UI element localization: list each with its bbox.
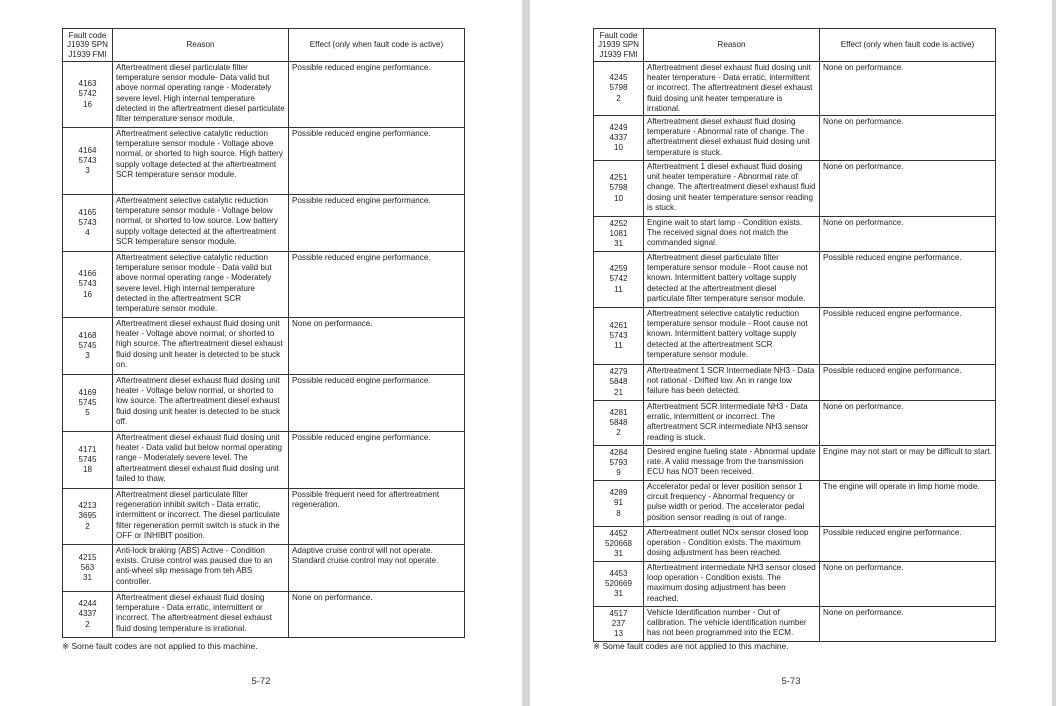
fault-code: 4213 [78,501,97,511]
fault-code-cell [63,318,113,375]
effect-cell: Adaptive cruise control will not operate. Standard cruise control may not operate. [289,545,465,592]
fault-code-cell [594,365,644,401]
fault-code: 4517 [609,608,628,618]
table-row [63,545,465,592]
fault-code-cell [594,527,644,562]
reason-cell: Aftertreatment diesel exhaust fluid dosing temperature - Data erratic, intermittent or incorrect. The aftertreatment diesel exhaust fluid dosing temperature is irrational. [113,592,289,638]
table-row [594,62,996,116]
effect-cell: None on performance. [289,318,465,375]
spn: 4337 [78,609,97,619]
spn: 520668 [604,538,632,548]
fault-code-cell [63,195,113,252]
fault-code-cell [63,545,113,592]
effect-cell: Possible reduced engine performance. [289,375,465,432]
fmi: 3 [85,166,90,176]
table-row [594,308,996,365]
header-code-line: J1939 FMI [599,49,638,59]
spn: 3695 [78,511,97,521]
effect-cell: Possible reduced engine performance. [289,62,465,128]
fault-code-cell [63,128,113,195]
reason-cell: Aftertreatment diesel exhaust fluid dosing unit heater temperature - Data erratic, intermittent or incorrect. The aftertreatment diesel exhaust fluid dosing unit heater temperature is irrational. [644,62,820,116]
reason-cell: Aftertreatment 1 SCR Intermediate NH3 - Data not rational - Drifted low. An in range low failure has been detected. [644,365,820,401]
reason-cell: Aftertreatment diesel exhaust fluid dosing unit heater - Voltage above normal, or shorted to high source. The aftertreatment diesel exhaust fluid dosing unit heater is detected to be stuck on. [113,318,289,375]
table-row [63,62,465,128]
fault-code-cell [63,375,113,432]
fault-code: 4215 [78,552,97,562]
fault-code: 4249 [609,122,628,132]
fault-code: 4171 [78,444,97,454]
fault-code-cell [63,489,113,545]
effect-cell: None on performance. [820,217,996,252]
spn: 520669 [604,578,632,588]
fault-code-cell [63,592,113,638]
spn: 5793 [609,457,628,467]
effect-cell: None on performance. [820,161,996,217]
header-effect: Effect (only when fault code is active) [289,29,465,62]
reason-cell: Aftertreatment selective catalytic reduction temperature sensor module - Voltage below normal, or shorted to low source. Low battery supply voltage detected at the aftertreatment SCR temperature sensor module. [113,195,289,252]
fmi: 16 [82,289,92,299]
fault-code-cell [594,607,644,642]
effect-cell: Possible reduced engine performance. [820,527,996,562]
fmi: 31 [613,589,623,599]
fmi: 11 [614,284,623,294]
reason-cell: Desired engine fueling state - Abnormal update rate. A valid message from the transmission ECU has NOT been received. [644,446,820,481]
effect-cell: Possible reduced engine performance. [820,365,996,401]
fault-code-cell [594,562,644,607]
fmi: 16 [82,99,92,109]
fault-code: 4244 [78,599,97,609]
fmi: 31 [613,239,623,249]
spn: 5745 [78,454,97,464]
table-row [63,252,465,318]
reason-cell: Aftertreatment 1 diesel exhaust fluid dosing unit heater temperature - Abnormal rate of change. The aftertreatment diesel exhaust fluid dosing unit heater temperature sensor reading is stuck. [644,161,820,217]
reason-cell: Aftertreatment diesel exhaust fluid dosing unit heater - Data valid but below normal operating range - Moderately severe level. The aftertreatment diesel exhaust fluid dosing unit failed to thaw. [113,432,289,489]
fault-code-cell [594,116,644,161]
spn: 5742 [78,89,97,99]
spn: 91 [613,498,623,508]
spn: 5743 [609,330,628,340]
fmi: 10 [613,193,623,203]
fault-code: 4261 [609,320,628,330]
spn: 5742 [609,274,628,284]
reason-cell: Accelerator pedal or lever position sensor 1 circuit frequency - Abnormal frequency or pulse width or period. The accelerator pedal position sensor reading is out of range. [644,481,820,527]
footnote: ※ Some fault codes are not applied to this machine. [593,641,789,651]
fault-code: 4252 [609,218,628,228]
effect-cell: Possible reduced engine performance. [289,252,465,318]
footnote: ※ Some fault codes are not applied to this machine. [62,641,258,651]
fault-code: 4279 [609,367,628,377]
fmi: 2 [616,428,621,438]
fault-code-cell [594,217,644,252]
fmi: 18 [82,465,92,475]
reason-cell: Aftertreatment diesel exhaust fluid dosing temperature - Abnormal rate of change. The aftertreatment diesel exhaust fluid dosing unit temperature is stuck. [644,116,820,161]
fault-code-table [62,28,465,638]
fault-code: 4259 [609,264,628,274]
spn: 563 [80,562,95,572]
reason-cell: Vehicle Identification number - Out of calibration. The vehicle identification number has not been programmed into the ECM. [644,607,820,642]
header-code-line: J1939 SPN [598,40,639,50]
spn: 5848 [609,417,628,427]
table-header-row [594,29,996,62]
header-code-line: Fault code [599,30,638,40]
fault-code-cell [594,62,644,116]
effect-cell: Possible reduced engine performance. [289,432,465,489]
reason-cell: Aftertreatment diesel particulate filter temperature sensor module - Root cause not known. Intermittent battery voltage supply detected at the aftertreatment diesel particulate filter temperature sensor module. [644,252,820,308]
spn: 1081 [609,228,628,238]
spn: 5798 [609,83,628,93]
spn: 5743 [78,279,97,289]
header-code-line: J1939 SPN [67,40,108,50]
table-row [594,607,996,642]
fault-code: 4164 [78,145,97,155]
fault-code-cell [594,252,644,308]
reason-cell: Anti-lock braking (ABS) Active - Condition exists. Cruise control was paused due to an anti-wheel slip message from teh ABS controller. [113,545,289,592]
spn: 5745 [78,397,97,407]
table-row [594,365,996,401]
table-row [63,432,465,489]
fault-code-cell [594,161,644,217]
fmi: 31 [613,549,623,559]
fmi: 10 [613,143,623,153]
table-row [594,161,996,217]
effect-cell: Engine may not start or may be difficult to start. [820,446,996,481]
reason-cell: Aftertreatment diesel particulate filter temperature sensor module- Data valid but above normal operating range - Moderately severe level. High internal temperature detected in the aftertreatment diesel particulate filter temperature sensor module. [113,62,289,128]
fault-code-table [593,28,996,642]
fault-code-cell [63,62,113,128]
fault-code: 4452 [609,528,628,538]
header-effect: Effect (only when fault code is active) [820,29,996,62]
spn: 5745 [78,340,97,350]
table-row [594,562,996,607]
fmi: 13 [613,629,623,639]
table-row [63,489,465,545]
header-fault-code [63,29,113,62]
table-row [63,128,465,195]
fmi: 4 [85,228,90,238]
reason-cell: Aftertreatment intermediate NH3 sensor closed loop operation - Condition exists. The maximum dosing adjustment has been reached. [644,562,820,607]
reason-cell: Aftertreatment diesel particulate filter regeneration inhibit switch - Data erratic, intermittent or incorrect. The diesel particulate filter regeneration permit switch is stuck in the OFF or INHIBIT position. [113,489,289,545]
fmi: 5 [85,408,90,418]
effect-cell: The engine will operate in limp home mode. [820,481,996,527]
table-row [594,481,996,527]
table-row [63,318,465,375]
effect-cell: None on performance. [820,607,996,642]
spn: 5743 [78,217,97,227]
spn: 237 [611,618,626,628]
fmi: 2 [85,521,90,531]
fault-code: 4284 [609,447,628,457]
fault-code-cell [594,446,644,481]
manual-page-right [530,0,1052,706]
fault-code: 4168 [78,330,97,340]
fault-code: 4165 [78,207,97,217]
table-header-row [63,29,465,62]
table-row [594,446,996,481]
reason-cell: Aftertreatment SCR Intermediate NH3 - Data erratic, intermittent or incorrect. The aftertreatment SCR intermediate NH3 sensor reading is stuck. [644,401,820,446]
fault-code: 4281 [609,407,628,417]
reason-cell: Aftertreatment selective catalytic reduction temperature sensor module - Voltage above normal, or shorted to high source. High battery supply voltage detected at the aftertreatment SCR temperature sensor module. [113,128,289,195]
fault-code: 4453 [609,568,628,578]
fault-code: 4251 [609,173,628,183]
header-reason: Reason [113,29,289,62]
fault-code: 4166 [78,269,97,279]
page-number: 5-72 [251,676,271,687]
fault-code-cell [594,401,644,446]
reason-cell: Aftertreatment selective catalytic reduction temperature sensor module - Root cause not known. Intermittent battery voltage supply detected at the aftertreatment SCR temperature sensor module. [644,308,820,365]
table-row [63,195,465,252]
fault-code: 4163 [78,79,97,89]
fault-code-cell [594,481,644,527]
fmi: 2 [85,619,90,629]
effect-cell: Possible frequent need for aftertreatment regeneration. [289,489,465,545]
fmi: 2 [616,93,621,103]
effect-cell: None on performance. [289,592,465,638]
effect-cell: None on performance. [820,116,996,161]
spn: 4337 [609,132,628,142]
table-row [63,592,465,638]
table-row [594,217,996,252]
header-reason: Reason [644,29,820,62]
table-row [594,401,996,446]
reason-cell: Aftertreatment selective catalytic reduction temperature sensor module - Data valid but above normal operating range - Moderately severe level. High internal temperature detected in the aftertreatment SCR temperature sensor module. [113,252,289,318]
spn: 5798 [609,183,628,193]
fault-code-cell [594,308,644,365]
manual-page-left [0,0,522,706]
effect-cell: Possible reduced engine performance. [289,128,465,195]
effect-cell: Possible reduced engine performance. [289,195,465,252]
fault-code-cell [63,432,113,489]
fmi: 3 [85,351,90,361]
fault-code: 4289 [609,488,628,498]
effect-cell: Possible reduced engine performance. [820,252,996,308]
reason-cell: Engine wait to start lamp - Condition exists. The received signal does not match the commanded signal. [644,217,820,252]
table-row [594,116,996,161]
fmi: 31 [82,573,92,583]
effect-cell: Possible reduced engine performance. [820,308,996,365]
fault-code: 4169 [78,387,97,397]
spn: 5743 [78,155,97,165]
effect-cell: None on performance. [820,62,996,116]
header-fault-code [594,29,644,62]
header-code-line: J1939 FMI [68,49,107,59]
fmi: 9 [616,468,621,478]
effect-cell: None on performance. [820,401,996,446]
fmi: 8 [616,508,621,518]
effect-cell: None on performance. [820,562,996,607]
fmi: 11 [614,341,623,351]
fault-code: 4245 [609,73,628,83]
reason-cell: Aftertreatment diesel exhaust fluid dosing unit heater - Voltage below normal, or shorted to low source. The aftertreatment diesel exhaust fluid dosing unit heater is detected to be stuck off. [113,375,289,432]
spn: 5848 [609,377,628,387]
fmi: 21 [613,387,623,397]
fault-code-cell [63,252,113,318]
page-number: 5-73 [781,676,801,687]
table-row [63,375,465,432]
reason-cell: Aftertreatment outlet NOx sensor closed loop operation - Condition exists. The maximum dosing adjustment has been reached. [644,527,820,562]
table-row [594,527,996,562]
header-code-line: Fault code [68,30,107,40]
table-row [594,252,996,308]
